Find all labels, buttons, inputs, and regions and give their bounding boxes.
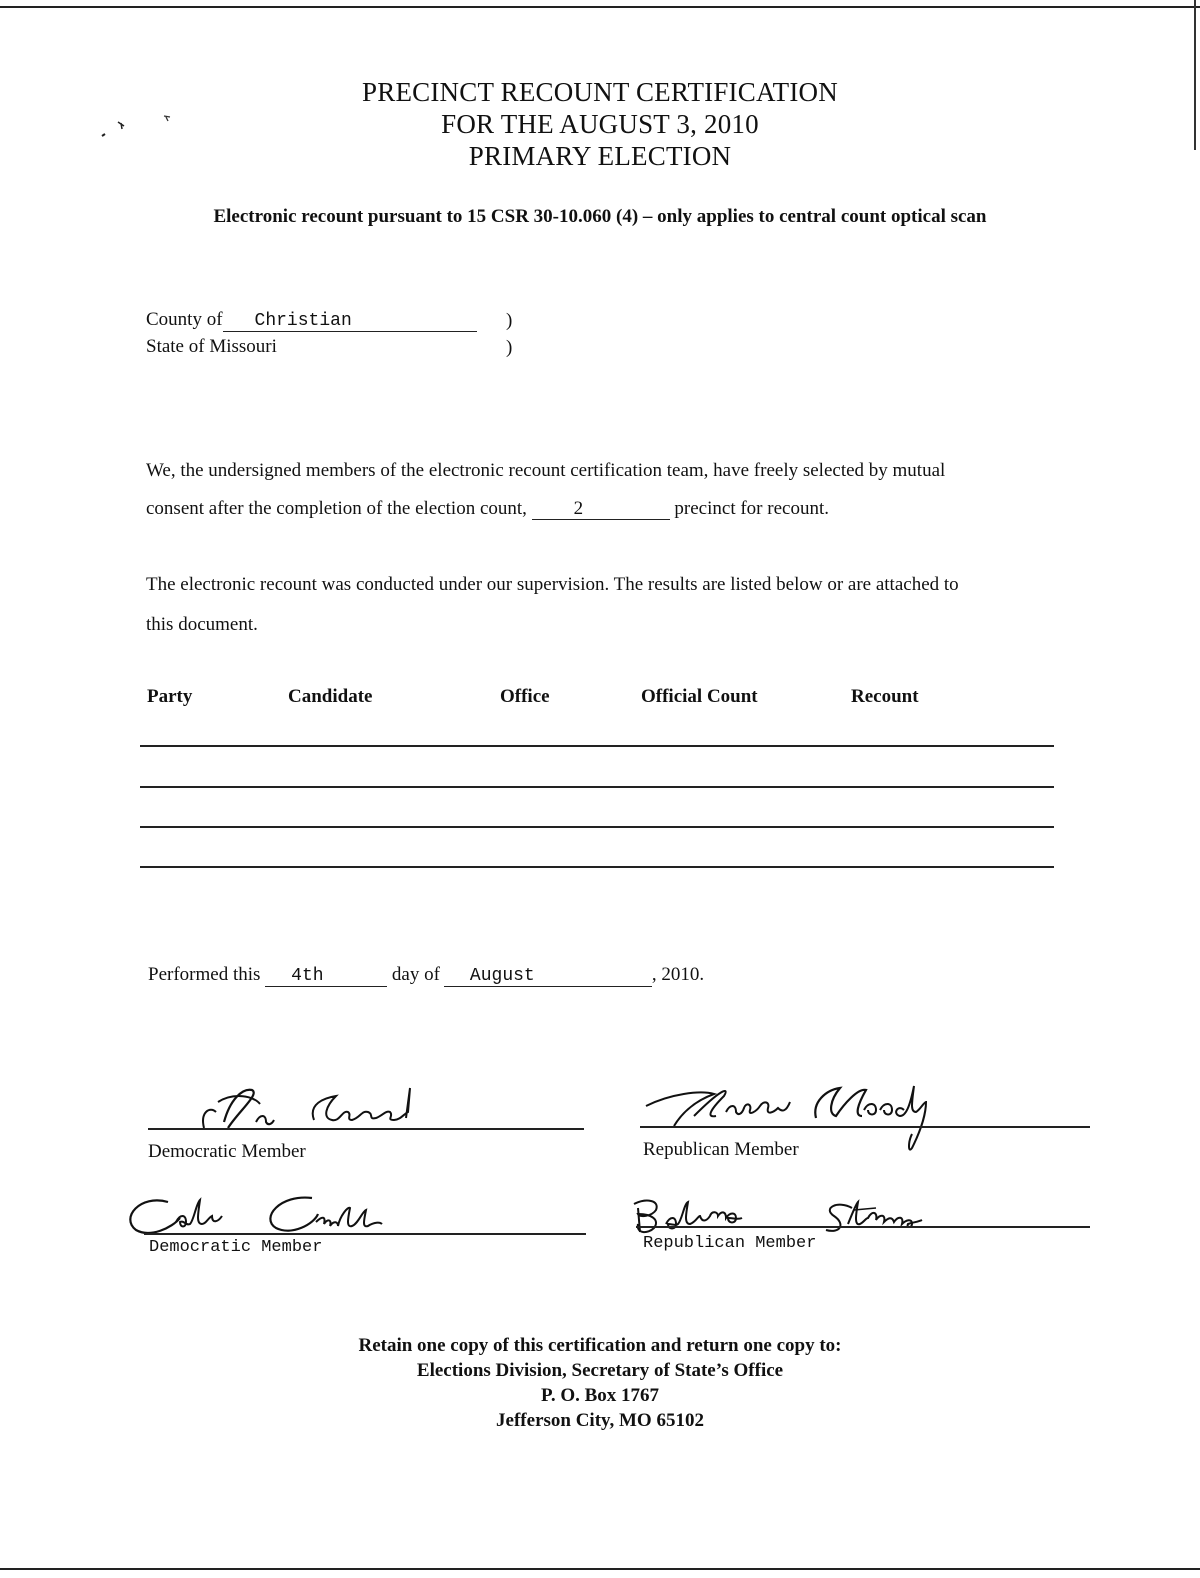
label-republican-member-1: Republican Member	[643, 1139, 799, 1160]
county-field: Christian	[223, 311, 477, 332]
signature-line-democratic-2	[144, 1233, 586, 1235]
county-label: County of	[146, 309, 223, 330]
performed-line	[148, 964, 704, 987]
header-party: Party	[147, 686, 193, 707]
table-row	[140, 826, 1054, 828]
paragraph-2-line-1: The electronic recount was conducted under our supervision. The results are listed below or are attached to	[146, 574, 959, 595]
header-official-count: Official Count	[641, 686, 758, 707]
signature-line-republican-1	[640, 1126, 1090, 1128]
footer-line-4: Jefferson City, MO 65102	[496, 1410, 704, 1431]
footer-instructions	[0, 1333, 1200, 1433]
state-paren: )	[506, 337, 513, 358]
county-line	[146, 309, 477, 332]
paragraph-1-line-1: We, the undersigned members of the electronic recount certification team, have freely selected by mutual	[146, 460, 946, 481]
label-democratic-member-2: Democratic Member	[149, 1238, 323, 1257]
table-row	[140, 786, 1054, 788]
paragraph-1-line-2	[146, 498, 1086, 520]
signature-line-republican-2	[636, 1226, 1090, 1228]
scan-edge-top	[0, 6, 1200, 8]
footer-line-3: P. O. Box 1767	[540, 1385, 660, 1406]
header-office: Office	[500, 686, 550, 707]
precinct-count-field: 2	[532, 499, 670, 520]
footer-line-2: Elections Division, Secretary of State’s Office	[416, 1360, 784, 1381]
performed-pre: Performed this	[148, 964, 261, 985]
title-line-3: PRIMARY ELECTION	[468, 141, 732, 171]
label-democratic-member-1: Democratic Member	[148, 1141, 306, 1162]
performed-post: , 2010.	[651, 964, 705, 985]
paragraph-1-line-2-pre: consent after the completion of the election count,	[146, 498, 527, 519]
header-recount: Recount	[851, 686, 919, 707]
table-row	[140, 866, 1054, 868]
document-title	[0, 76, 1200, 172]
label-republican-member-2: Republican Member	[643, 1234, 817, 1253]
signature-democratic-1	[190, 1082, 450, 1138]
title-line-2: FOR THE AUGUST 3, 2010	[441, 109, 759, 139]
month-field: August	[444, 966, 652, 987]
paragraph-1-line-2-post: precinct for recount.	[674, 498, 829, 519]
footer-line-1: Retain one copy of this certification and return one copy to:	[358, 1335, 842, 1356]
signature-line-democratic-1	[148, 1128, 584, 1130]
state-label: State of Missouri	[146, 336, 277, 357]
document-subtitle: Electronic recount pursuant to 15 CSR 30-10.060 (4) – only applies to central count optical scan	[213, 206, 987, 227]
scan-edge-bottom	[0, 1568, 1200, 1570]
performed-mid: day of	[391, 964, 440, 985]
table-row	[140, 745, 1054, 747]
paragraph-2-line-2: this document.	[146, 614, 258, 635]
day-field: 4th	[265, 966, 387, 987]
title-line-1: PRECINCT RECOUNT CERTIFICATION	[362, 77, 838, 107]
county-paren: )	[506, 310, 513, 331]
header-candidate: Candidate	[288, 686, 373, 707]
